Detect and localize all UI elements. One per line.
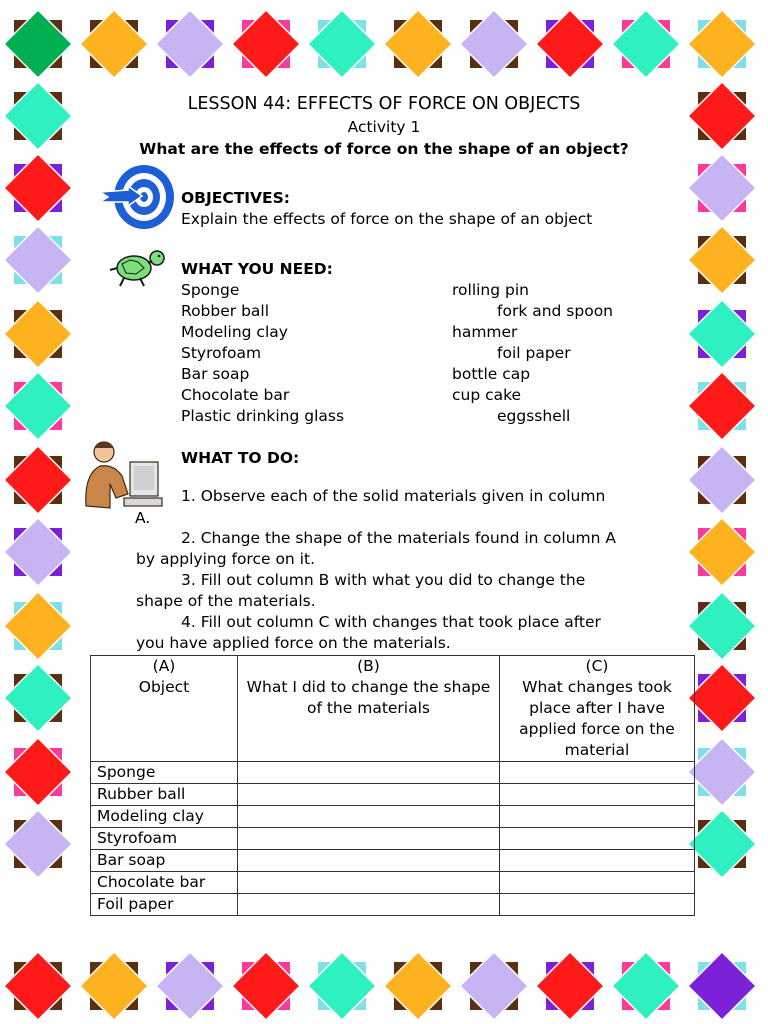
object-cell: Chocolate bar [91,872,238,894]
material-item: cup cake [452,386,522,404]
table-row [91,828,695,850]
guiding-question: What are the effects of force on the shape of an object? [139,140,629,158]
changes-cell[interactable] [500,762,695,784]
object-cell: Modeling clay [91,806,238,828]
changes-cell[interactable] [500,828,695,850]
table-row [91,872,695,894]
column-b-letter: (B) [357,657,380,675]
what-to-do-heading: WHAT TO DO: [181,449,300,467]
step-3-continued: shape of the materials. [136,592,316,610]
object-cell: Sponge [91,762,238,784]
objectives-heading: OBJECTIVES: [181,189,291,207]
target-icon [98,160,176,234]
material-item: rolling pin [452,281,529,299]
material-item: Sponge [181,281,240,299]
objectives-text: Explain the effects of force on the shape of an object [181,210,593,228]
material-item: bottle cap [452,365,531,383]
column-a-label: Object [138,678,190,696]
what-i-did-cell[interactable] [238,828,500,850]
table-row [91,762,695,784]
what-i-did-cell[interactable] [238,806,500,828]
step-4: 4. Fill out column C with changes that took place after [181,613,601,631]
table-row [91,784,695,806]
column-a-letter: (A) [152,657,176,675]
what-i-did-cell[interactable] [238,784,500,806]
material-item: Modeling clay [181,323,288,341]
worksheet-table [90,655,695,916]
column-c-letter: (C) [585,657,609,675]
what-i-did-cell[interactable] [238,894,500,916]
lesson-title: LESSON 44: EFFECTS OF FORCE ON OBJECTS [187,94,581,114]
object-cell: Bar soap [91,850,238,872]
table-row [91,894,695,916]
changes-cell[interactable] [500,872,695,894]
step-1: 1. Observe each of the solid materials given in column [181,487,606,505]
step-2-continued: by applying force on it. [136,550,315,568]
changes-cell[interactable] [500,894,695,916]
what-i-did-cell[interactable] [238,762,500,784]
material-item: Chocolate bar [181,386,290,404]
changes-cell[interactable] [500,850,695,872]
what-i-did-cell[interactable] [238,850,500,872]
object-cell: Styrofoam [91,828,238,850]
material-item: Plastic drinking glass [181,407,345,425]
changes-cell[interactable] [500,784,695,806]
step-4-continued: you have applied force on the materials. [136,634,451,652]
material-item: hammer [452,323,518,341]
material-item: Bar soap [181,365,250,383]
what-you-need-heading: WHAT YOU NEED: [181,260,333,278]
step-3: 3. Fill out column B with what you did to change the [181,571,586,589]
step-1-end: A. [135,509,151,527]
turtle-icon [108,248,172,290]
column-c-header [500,656,695,762]
material-item: Robber ball [181,302,270,320]
material-item: fork and spoon [497,302,614,320]
changes-cell[interactable] [500,806,695,828]
table-row [91,850,695,872]
object-cell: Rubber ball [91,784,238,806]
activity-label: Activity 1 [347,118,421,136]
column-b-header [238,656,500,762]
object-cell: Foil paper [91,894,238,916]
material-item: eggsshell [497,407,571,425]
step-2: 2. Change the shape of the materials found in column A [181,529,616,547]
material-item: Styrofoam [181,344,262,362]
column-c-label: What changes took place after I have applied force on the material [519,678,675,759]
column-b-label: What I did to change the shape of the materials [246,678,491,717]
table-header-row [91,656,695,762]
person-at-computer-icon [80,436,164,520]
material-item: foil paper [497,344,571,362]
table-row [91,806,695,828]
what-i-did-cell[interactable] [238,872,500,894]
column-a-header [91,656,238,762]
